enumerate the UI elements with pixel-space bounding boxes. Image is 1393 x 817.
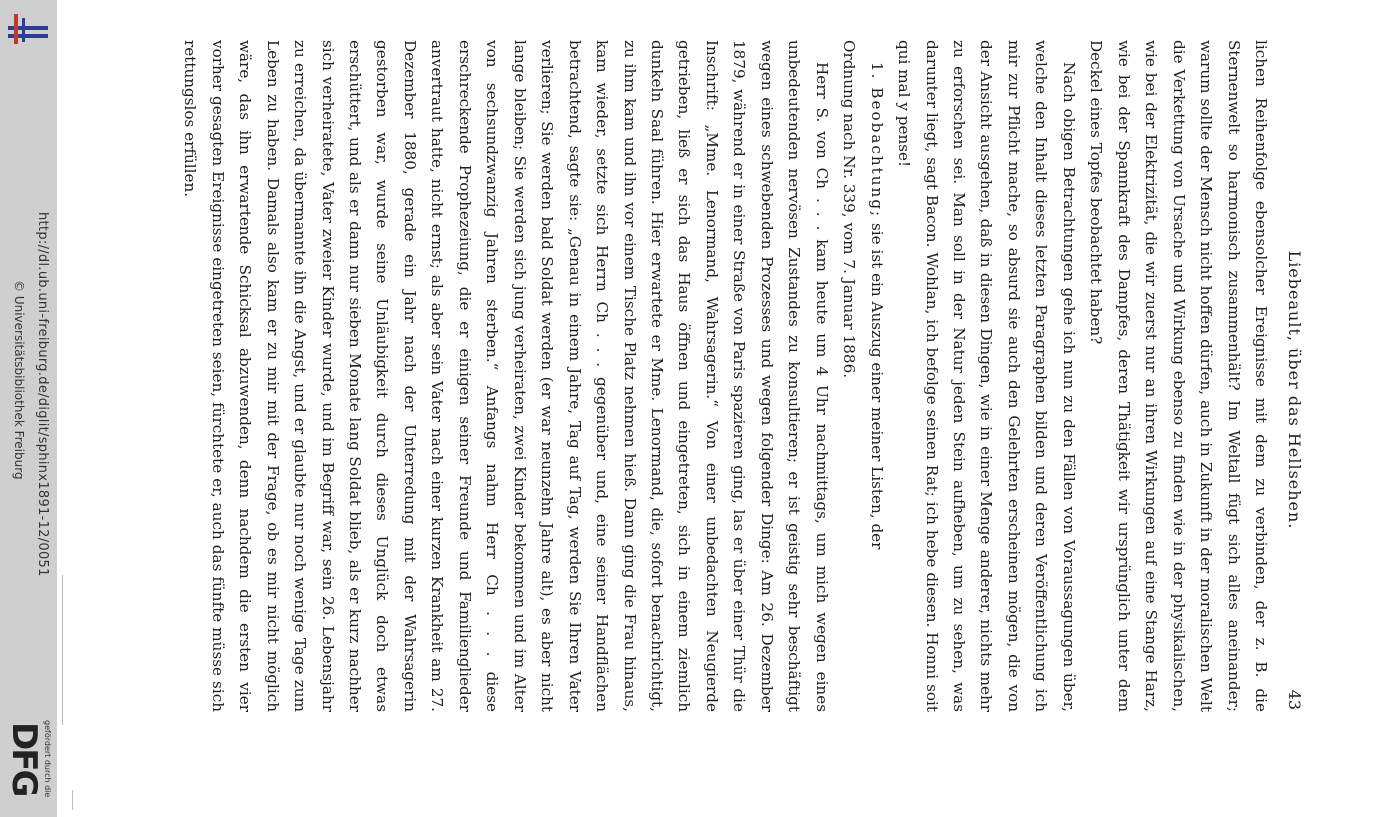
paragraph: lichen Reihenfolge ebensolcher Ereignisse mit dem zu verbinden, der z. B. die Sternenwelt so harmonisch zusammenhält? Im Weltall fügt sich alles aneinander; warum sollte der Mensch nicht hoffen dürfen, auch in Zukunft in der moralischen Welt die Verkettung von Ursache und Wirkung ebenso zu finden wie in der physikalischen, wie bei der Elektrizität, die wir zuerst nur an ihren Wirkungen auf eine Stange Harz, wie bei der Spannkraft des Dampfes, deren Thätigkeit wir ursprünglich unter dem Deckel eines Topfes beobachtet haben? xyxy=(1087,40,1270,712)
funding-note: gefördert durch die xyxy=(43,720,52,798)
dfg-logo: DFG xyxy=(4,722,44,796)
source-url-link[interactable]: http://dl.ub.uni-freiburg.de/diglit/sphinx1891-12/0051 xyxy=(35,212,50,577)
page-edge-line xyxy=(72,790,73,810)
page-number: 43 xyxy=(1285,689,1304,710)
paragraph: Nach obigen Betrachtungen gehe ich nun zu den Fällen von Voraussagungen über, welche den Inhalt dieses letzten Paragraphen bilden und deren Veröffentlichung ich mir zur Pflicht mache, so absurd sie auch den Gelehrten erscheinen mögen, die von der Ansicht ausgehen, daß in diesen Dingen, wie in einer Menge anderer, nichts mehr zu erforschen sei. Man soll in der Natur jeden Stein aufheben, um zu sehen, was darunter liegt, sagt Bacon. Wohlan, ich befolge seinen Rat; ich hebe diesen. Honni soit qui mal y pense! xyxy=(895,40,1078,712)
copyright-notice: © Universitätsbibliothek Freiburg xyxy=(12,280,26,480)
universitaetsbibliothek-logo xyxy=(4,8,50,52)
page-edge-line xyxy=(62,575,63,725)
scanned-book-page xyxy=(181,40,1310,740)
paragraph: Ordnung nach Nr. 339, vom 7. Januar 1886. xyxy=(840,40,859,379)
viewer-sidebar-strip xyxy=(0,0,57,817)
page-body xyxy=(176,40,1274,712)
observation-heading-line xyxy=(862,40,889,712)
page-header xyxy=(1282,40,1304,740)
running-title: Liebeault, über das Hellsehen. xyxy=(1285,250,1304,530)
observation-heading: 1. Beobachtung; xyxy=(867,62,886,219)
observation-heading-rest: sie ist ein Auszug einer meiner Listen, der xyxy=(867,218,886,550)
paragraph: Herr S. von Ch . . . kam heute um 4 Uhr nachmittags, um mich wegen eines unbedeutenden nervösen Zustandes zu konsultieren; er ist geistig sehr beschäftigt wegen eines schwebenden Prozesses und wegen folgender Dinge: Am 26. Dezember 1879, während er in einer Straße von Paris spazieren ging, las er über einer Thür die Inschrift: „Mme. Lenormand, Wahrsagerin.“ Von einer unbedachten Neugierde getrieben, ließ er sich das Haus öffnen und eingetreten, sich in einem ziemlich dunkeln Saal führen. Hier erwartete er Mme. Lenormand, die, sofort benachrichtigt, zu ihm kam und ihn vor einem Tische Platz nehmen hieß. Dann ging die Frau hinaus, kam wieder, setzte sich Herrn Ch . . . gegenüber und, eine seiner Handflächen betrachtend, sagte sie: „Genau in einem Jahre, Tag auf Tag, werden Sie Ihren Vater verlieren; Sie werden bald Soldat werden (er war neunzehn Jahre alt), es aber nicht lange bleiben; Sie werden sich jung verheiraten, zwei Kinder bekommen und im Alter von sechsundzwanzig Jahren sterben.“ Anfangs nahm Herr Ch . . . diese erschreckende Prophezeiung, die er einigen seiner Freunde und Familienglieder anvertraut hatte, nicht ernst; als aber sein Vater nach einer kurzen Krankheit am 27. Dezember 1880, gerade ein Jahr nach der Unterredung mit der Wahrsagerin gestorben war, wurde seine Unläubigkeit durch dieses Unglück doch etwas erschüttert, und als er dann nur sieben Monate lang Soldat blieb, als er kurz nachher sich verheiratete, Vater zweier Kinder wurde, und im Begriff war, sein 26. Lebensjahr zu erreichen, da übermannte ihn die Angst, und er glaubte nur noch wenige Tage zum Leben zu haben. Damals also kam er zu mir mit der Frage, ob es mir nicht möglich wäre, das ihn erwartende Schicksal abzuwenden, denn nachdem die ersten vier vorher gesagten Ereignisse eingetreten seien, fürchtete er, auch das fünfte müsse sich rettungslos erfüllen. xyxy=(181,40,831,712)
